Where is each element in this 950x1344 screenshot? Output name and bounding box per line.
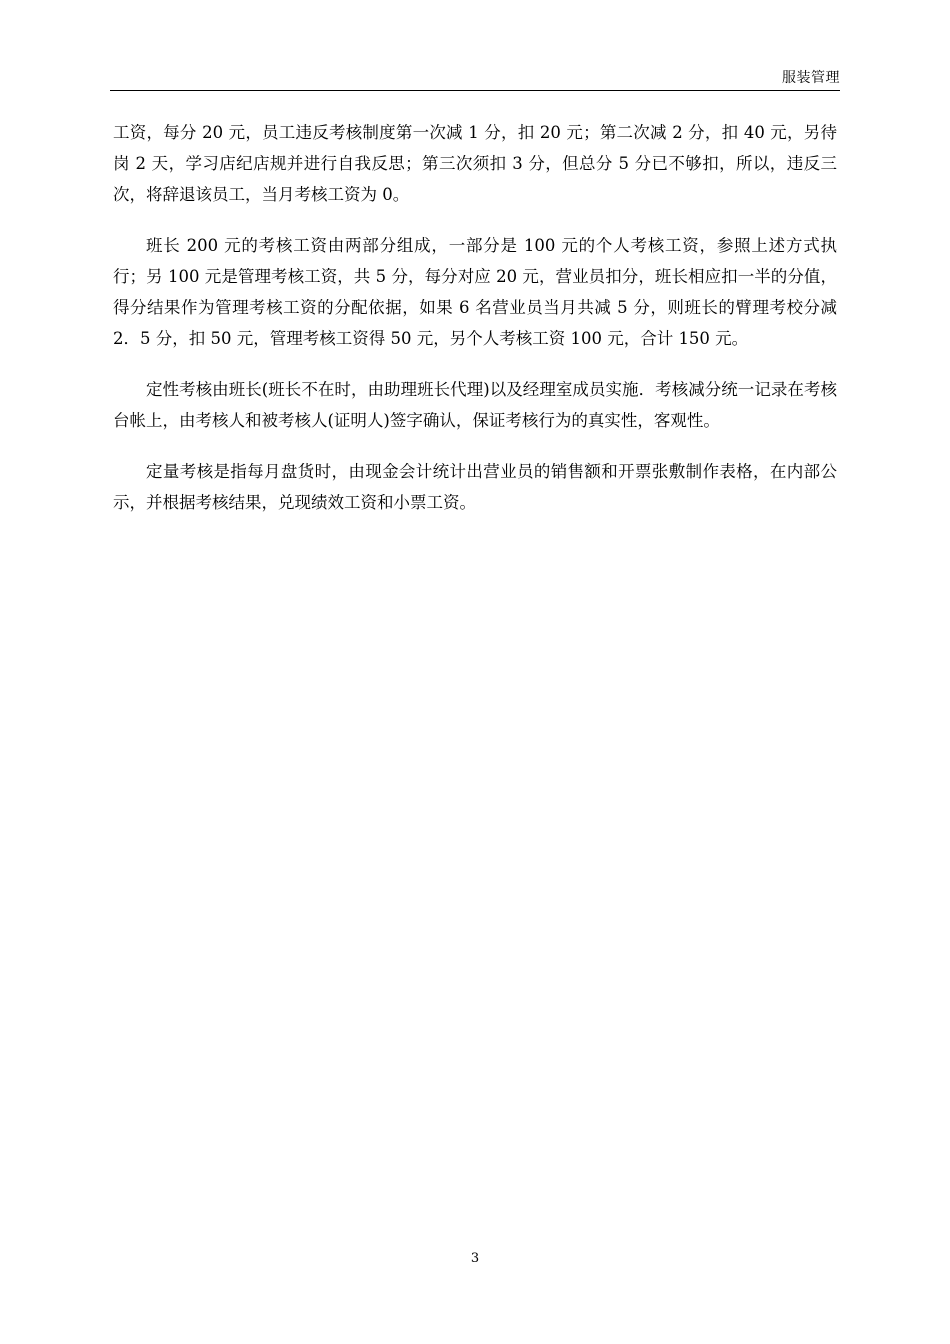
page-number: 3 bbox=[470, 1251, 480, 1266]
page-header bbox=[110, 68, 840, 91]
paragraph-qualitative-assessment: 定性考核由班长(班长不在时，由助理班长代理)以及经理室成员实施．考核减分统一记录在考核台帐上，由考核人和被考核人(证明人)签字确认，保证考核行为的真实性，客观性。 bbox=[113, 380, 837, 430]
paragraph-continued: 工资，每分 20 元，员工违反考核制度第一次减 1 分，扣 20 元；第二次减 2 分，扣 40 元，另待岗 2 天，学习店纪店规并进行自我反思；第三次须扣 3 分，但总分 5 分已不够扣，所以，违反三次，将辞退该员工，当月考核工资为 0。 bbox=[113, 123, 837, 204]
header-title: 服装管理 bbox=[782, 70, 840, 86]
paragraph-team-leader-wages: 班长 200 元的考核工资由两部分组成，一部分是 100 元的个人考核工资，参照上述方式执行；另 100 元是管理考核工资，共 5 分，每分对应 20 元，营业员扣分，班长相应扣一半的分值，得分结果作为管理考核工资的分配依据，如果 6 名营业员当月共减 5 分，则班长的臂理考校分减 2．5 分，扣 50 元，管理考核工资得 50 元，另个人考核工资 100 元，合计 150 元。 bbox=[113, 236, 837, 348]
document-body bbox=[113, 117, 837, 538]
paragraph-quantitative-assessment: 定量考核是指每月盘货时，由现金会计统计出营业员的销售额和开票张敷制作表格，在内部公示，并根据考核结果，兑现绩效工资和小票工资。 bbox=[113, 462, 837, 512]
